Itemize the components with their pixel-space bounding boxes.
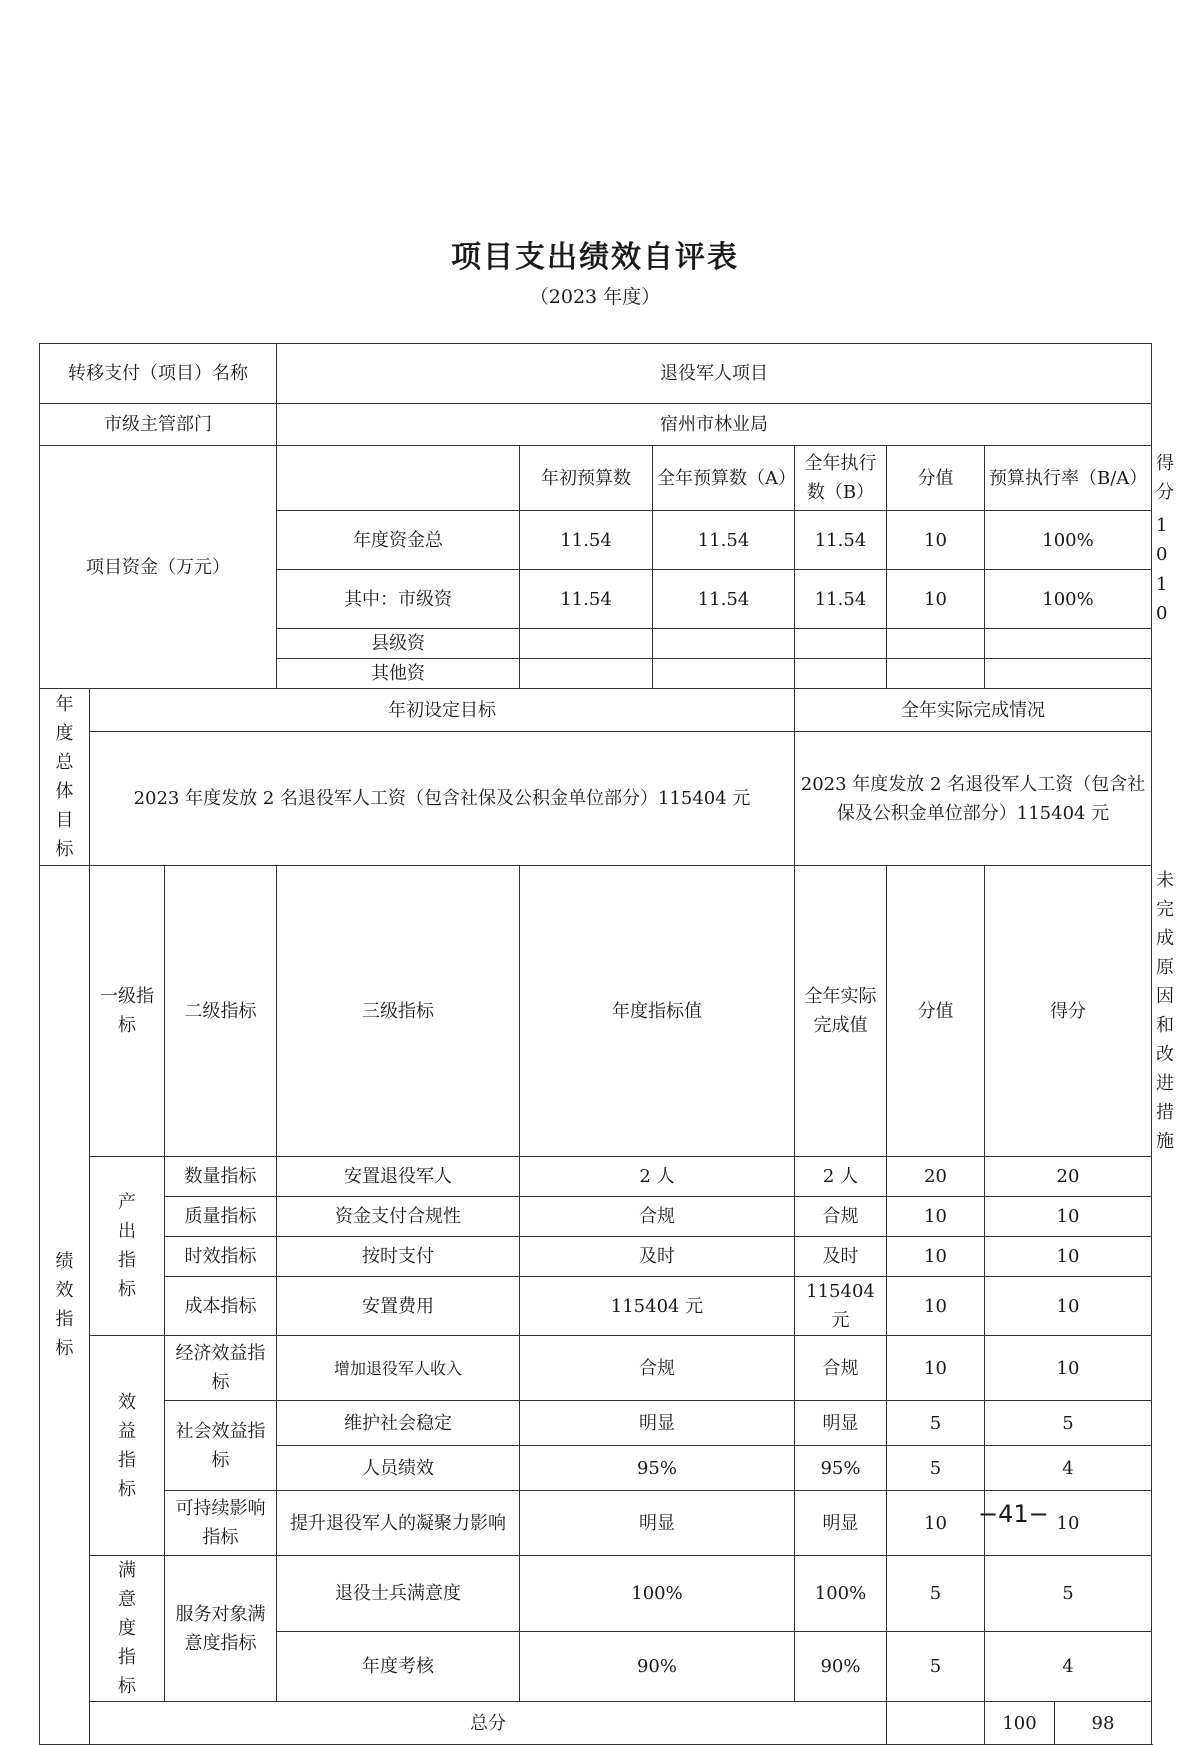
l3-cell: 安置费用 xyxy=(277,1277,520,1336)
page-title: 项目支出绩效自评表 xyxy=(451,240,739,275)
target-cell: 95% xyxy=(520,1446,795,1491)
got-cell: 5 xyxy=(985,1401,1152,1446)
got-cell: 10 xyxy=(985,1491,1152,1556)
l2-cell: 社会效益指标 xyxy=(165,1401,277,1491)
funds-cell: 11.54 xyxy=(795,570,887,629)
perf-header-cell: 年度指标值 xyxy=(520,866,795,1157)
actual-cell: 及时 xyxy=(795,1237,887,1277)
target-cell: 合规 xyxy=(520,1197,795,1237)
score-cell: 10 xyxy=(887,1277,985,1336)
perf-row xyxy=(40,1157,1152,1197)
perf-header-cell: 三级指标 xyxy=(277,866,520,1157)
funds-cell: 100% xyxy=(985,570,1152,629)
l3-cell: 安置退役军人 xyxy=(277,1157,520,1197)
funds-cell xyxy=(653,629,795,659)
perf-header-row: 绩 效 指 标 一级指标 二级指标 三级指标 年度指标值 全年实际完成值 分值 得分 未完成原因和改进措施 xyxy=(40,866,1152,1157)
funds-cell xyxy=(795,659,887,689)
actual-cell: 合规 xyxy=(795,1336,887,1401)
l2-cell: 成本指标 xyxy=(165,1277,277,1336)
score-cell: 10 xyxy=(887,1336,985,1401)
funds-cell xyxy=(520,629,653,659)
evaluation-table xyxy=(39,343,1174,1745)
target-cell: 90% xyxy=(520,1631,795,1701)
funds-cell xyxy=(887,659,985,689)
project-name-value: 退役军人项目 xyxy=(277,344,1152,404)
funds-header-blank xyxy=(277,446,520,511)
perf-row xyxy=(40,1237,1152,1277)
l3-cell: 人员绩效 xyxy=(277,1446,520,1491)
got-cell: 10 xyxy=(985,1237,1152,1277)
funds-cell: 10 xyxy=(887,511,985,570)
project-name-label: 转移支付（项目）名称 xyxy=(40,344,277,404)
funds-cell: 11.54 xyxy=(653,570,795,629)
actual-cell: 90% xyxy=(795,1631,887,1701)
target-cell: 明显 xyxy=(520,1491,795,1556)
perf-label: 绩 效 指 标 xyxy=(40,866,90,1745)
actual-cell: 2 人 xyxy=(795,1157,887,1197)
actual-cell: 115404 元 xyxy=(795,1277,887,1336)
goals-label: 年 度 总 体 目 标 xyxy=(40,689,90,866)
score-cell: 5 xyxy=(887,1401,985,1446)
actual-cell: 明显 xyxy=(795,1491,887,1556)
perf-header-cell: 全年实际完成值 xyxy=(795,866,887,1157)
actual-cell: 明显 xyxy=(795,1401,887,1446)
l3-cell: 维护社会稳定 xyxy=(277,1401,520,1446)
got-cell: 5 xyxy=(985,1556,1152,1632)
l2-cell: 质量指标 xyxy=(165,1197,277,1237)
goals-actual-label: 全年实际完成情况 xyxy=(795,689,1152,732)
funds-row-label: 其他资 xyxy=(277,659,520,689)
l2-cell: 经济效益指标 xyxy=(165,1336,277,1401)
funds-cell xyxy=(795,629,887,659)
funds-row: 其中：市级资 11.54 11.54 11.54 10 100% 10 xyxy=(40,570,1152,629)
l3-cell: 按时支付 xyxy=(277,1237,520,1277)
funds-cell xyxy=(985,629,1152,659)
score-cell: 10 xyxy=(887,1237,985,1277)
target-cell: 100% xyxy=(520,1556,795,1632)
funds-cell xyxy=(653,659,795,689)
l3-cell: 年度考核 xyxy=(277,1631,520,1701)
actual-cell: 100% xyxy=(795,1556,887,1632)
got-cell: 20 xyxy=(985,1157,1152,1197)
funds-label: 项目资金（万元） xyxy=(40,446,277,689)
goals-content-row xyxy=(40,732,1152,866)
score-cell: 20 xyxy=(887,1157,985,1197)
perf-row xyxy=(40,1401,1152,1446)
group-label: 产 出 指 标 xyxy=(90,1157,165,1336)
row-project-name xyxy=(40,344,1152,404)
funds-cell: 100% xyxy=(985,511,1152,570)
funds-header-row: 项目资金（万元） 年初预算数 全年预算数（A） 全年执行数（B） 分值 预算执行率（B/A） 得分 xyxy=(40,446,1152,511)
funds-cell: 11.54 xyxy=(520,511,653,570)
funds-cell: 10 xyxy=(887,570,985,629)
goals-set-label: 年初设定目标 xyxy=(90,689,795,732)
total-got: 98 xyxy=(1055,1702,1152,1745)
l3-cell: 提升退役军人的凝聚力影响 xyxy=(277,1491,520,1556)
goals-header-row xyxy=(40,689,1152,732)
page-number: −41− xyxy=(978,1500,1049,1528)
perf-row xyxy=(40,1277,1152,1336)
goals-set-text: 2023 年度发放 2 名退役军人工资（包含社保及公积金单位部分）115404 元 xyxy=(90,732,795,866)
target-cell: 115404 元 xyxy=(520,1277,795,1336)
group-label: 满 意 度 指 标 xyxy=(90,1556,165,1702)
perf-row xyxy=(40,1556,1152,1632)
funds-row: 年度资金总 11.54 11.54 11.54 10 100% 10 xyxy=(40,511,1152,570)
l2-cell: 时效指标 xyxy=(165,1237,277,1277)
funds-cell: 11.54 xyxy=(795,511,887,570)
total-row xyxy=(40,1702,1152,1745)
l3-cell: 资金支付合规性 xyxy=(277,1197,520,1237)
actual-cell: 95% xyxy=(795,1446,887,1491)
funds-header-cell: 全年预算数（A） xyxy=(653,446,795,511)
l2-cell: 服务对象满意度指标 xyxy=(165,1556,277,1702)
funds-cell xyxy=(520,659,653,689)
funds-header-cell: 预算执行率（B/A） xyxy=(985,446,1152,511)
l3-cell: 增加退役军人收入 xyxy=(277,1336,520,1401)
l2-cell: 数量指标 xyxy=(165,1157,277,1197)
funds-header-cell: 年初预算数 xyxy=(520,446,653,511)
funds-row-label: 其中：市级资 xyxy=(277,570,520,629)
perf-row xyxy=(40,1197,1152,1237)
funds-row-label: 县级资 xyxy=(277,629,520,659)
target-cell: 合规 xyxy=(520,1336,795,1401)
funds-cell: 11.54 xyxy=(653,511,795,570)
total-score: 100 xyxy=(985,1702,1055,1745)
score-cell: 5 xyxy=(887,1631,985,1701)
funds-cell xyxy=(887,629,985,659)
perf-header-cell: 分值 xyxy=(887,866,985,1157)
page-subtitle: （2023 年度） xyxy=(529,286,661,308)
total-label: 总分 xyxy=(90,1702,887,1745)
group-label: 效 益 指 标 xyxy=(90,1336,165,1556)
dept-value: 宿州市林业局 xyxy=(277,404,1152,446)
funds-header-cell: 分值 xyxy=(887,446,985,511)
perf-header-cell: 二级指标 xyxy=(165,866,277,1157)
dept-label: 市级主管部门 xyxy=(40,404,277,446)
funds-row-label: 年度资金总 xyxy=(277,511,520,570)
score-cell: 5 xyxy=(887,1556,985,1632)
funds-cell: 11.54 xyxy=(520,570,653,629)
perf-header-cell: 得分 xyxy=(985,866,1152,1157)
l3-cell: 退役士兵满意度 xyxy=(277,1556,520,1632)
perf-row xyxy=(40,1336,1152,1401)
l2-cell: 可持续影响指标 xyxy=(165,1491,277,1556)
target-cell: 及时 xyxy=(520,1237,795,1277)
target-cell: 2 人 xyxy=(520,1157,795,1197)
goals-actual-text: 2023 年度发放 2 名退役军人工资（包含社保及公积金单位部分）115404 元 xyxy=(795,732,1152,866)
perf-header-cell: 一级指标 xyxy=(90,866,165,1157)
got-cell: 4 xyxy=(985,1446,1152,1491)
got-cell: 4 xyxy=(985,1631,1152,1701)
got-cell: 10 xyxy=(985,1197,1152,1237)
score-cell: 10 xyxy=(887,1491,985,1556)
score-cell: 10 xyxy=(887,1197,985,1237)
row-department xyxy=(40,404,1152,446)
got-cell: 10 xyxy=(985,1277,1152,1336)
actual-cell: 合规 xyxy=(795,1197,887,1237)
funds-cell xyxy=(985,659,1152,689)
funds-header-cell: 全年执行数（B） xyxy=(795,446,887,511)
total-blank xyxy=(887,1702,985,1745)
got-cell: 10 xyxy=(985,1336,1152,1401)
score-cell: 5 xyxy=(887,1446,985,1491)
target-cell: 明显 xyxy=(520,1401,795,1446)
